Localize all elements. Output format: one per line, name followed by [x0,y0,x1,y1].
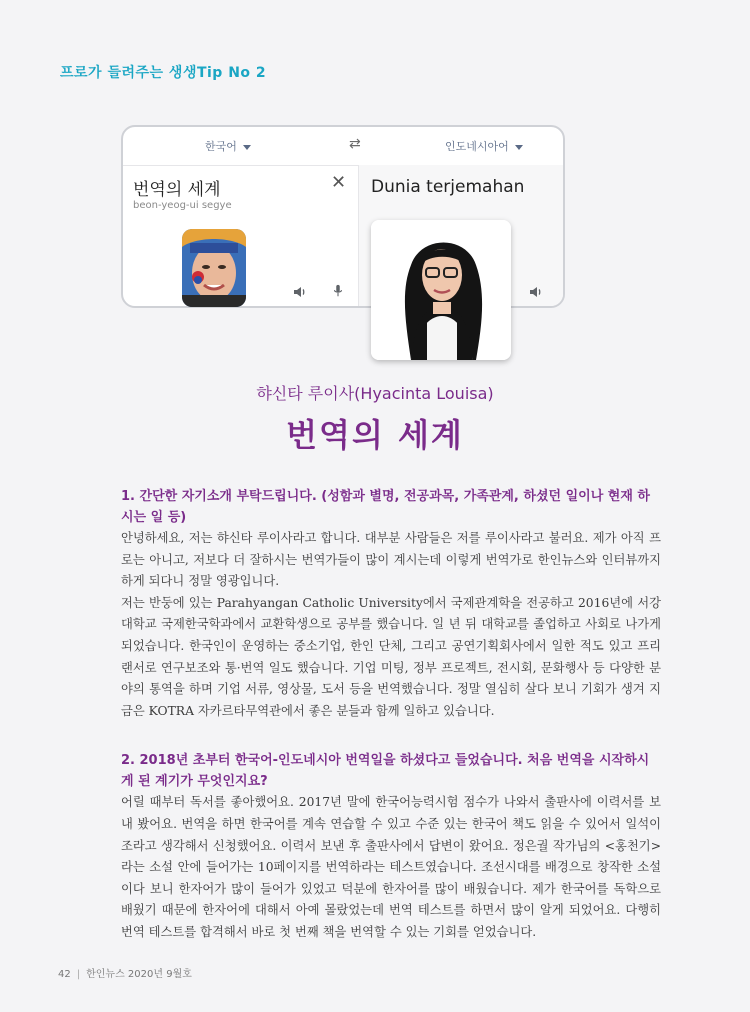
series-label: 프로가 들려주는 생생Tip No 2 [60,65,267,81]
chevron-down-icon [515,145,523,150]
answer-1-paragraph-2: 저는 반둥에 있는 Parahyangan Catholic University에서 국제관계학을 전공하고 2016년에 서강대학교 국제한국학과에서 교환학생으로 공부를 했습니다. 일 년 뒤 대학교를 졸업하고 사회로 나가게 되었습니다. 한국인이 운영하는 중소기업, 한인 단체, 그리고 공연기획회사에서 일한 적도 있고 프리랜서로 연구보조와 통·번역 일도 했습니다. 기업 미팅, 정부 프로젝트, 전시회, 문화행사 등 다양한 분야의 통역을 하며 기업 서류, 영상물, 도서 등을 번역했습니다. 정말 열심히 살다 보니 기회가 생겨 지금은 KOTRA 자카르타무역관에서 좋은 분들과 함께 일하고 있습니다. [121,595,661,718]
article-title: 번역의 세계 [286,416,464,454]
page-footer: 42 | 한인뉴스 2020년 9월호 [58,969,192,980]
language-bar [123,127,563,166]
portrait-photo [371,220,511,360]
source-language-select[interactable] [205,138,251,154]
interviewee-name: 햐신타 루이사(Hyacinta Louisa) [256,384,494,403]
target-language-select[interactable] [445,138,523,154]
page-number: 42 [58,969,71,980]
publication-name: 한인뉴스 2020년 9월호 [86,969,192,980]
chevron-down-icon [243,145,251,150]
small-avatar-photo [182,229,246,307]
answer-2-paragraph-1: 어릴 때부터 독서를 좋아했어요. 2017년 말에 한국어능력시험 점수가 나와서 출판사에 이력서를 보내 봤어요. 번역을 하면 한국어를 계속 연습할 수 있고 수준 있는 한국어 책도 읽을 수 있어서 일석이조라고 생각해서 신청했어요. 이력서 보낸 후 출판사에서 답변이 왔어요. 정은궐 작가님의 <홍천기>라는 소설 안에 들어가는 10페이지를 번역하라는 테스트였습니다. 조선시대를 배경으로 창작한 소설이다 보니 한자어가 많이 들어가 있었고 덕분에 한자어를 많이 배웠습니다. 제가 한국어를 독학으로 배웠기 때문에 한자어에 대해서 아예 몰랐었는데 번역 테스트를 하면서 많이 알게 되었어요. 다행히 번역 테스트를 합격해서 바로 첫 번째 책을 번역할 수 있는 기회를 얻었습니다. [121,795,661,939]
mic-icon[interactable] [331,284,345,298]
question-2: 2. 2018년 초부터 한국어-인도네시아 번역일을 하셨다고 들었습니다. 처음 번역을 시작하시게 된 계기가 무엇인지요? [121,753,650,790]
source-text[interactable]: 번역의 세계 [133,180,221,200]
speaker-icon[interactable] [293,285,307,299]
source-language-label: 한국어 [205,140,237,153]
article-body [121,486,661,944]
clear-icon[interactable]: ✕ [331,172,347,193]
question-1: 1. 간단한 자기소개 부탁드립니다. (성함과 별명, 전공과목, 가족관계, 하셨던 일이나 현재 하시는 일 등) [121,489,650,525]
target-text: Dunia terjemahan [371,177,525,197]
answer-1-paragraph-1: 안녕하세요, 저는 햐신타 루이사라고 합니다. 대부분 사람들은 저를 루이사라고 불러요. 제가 아직 프로는 아니고, 저보다 더 잘하시는 번역가들이 많이 계시는데 이렇게 번역가로 한인뉴스와 인터뷰까지 하게 되다니 정말 영광입니다. [121,531,661,589]
source-romanization: beon-yeog-ui segye [133,200,232,211]
target-language-label: 인도네시아어 [445,140,509,153]
swap-icon[interactable]: ⇄ [349,136,361,152]
speaker-icon[interactable] [529,285,543,299]
pane-divider [358,165,359,306]
